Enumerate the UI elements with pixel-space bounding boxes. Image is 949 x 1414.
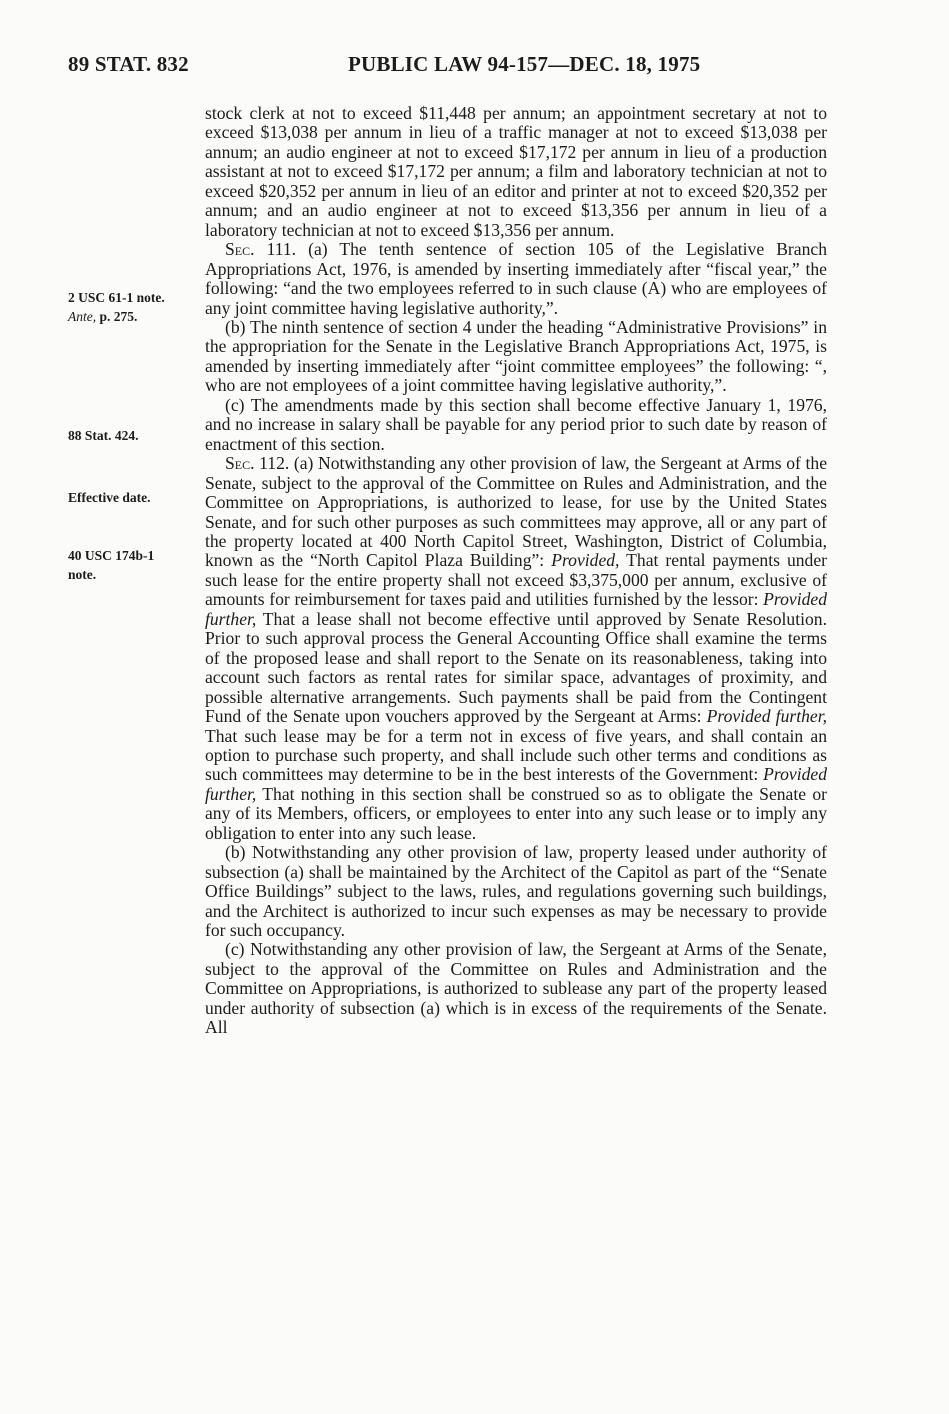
margin-note-88-stat bbox=[68, 426, 198, 445]
margin-note-effective-date bbox=[68, 488, 198, 507]
body-text bbox=[205, 104, 827, 1038]
margin-note-line: 40 USC 174b-1 bbox=[68, 548, 155, 563]
paragraph-text: 112. (a) Notwithstanding any other provision of law, the Sergeant at Arms of the Senate, subject to the approval of the Committee on Rules and Administration, and the Committee on Appropriations, is authorized to lease, for use by the United States Senate, and for such other purposes as such committees may approve, all or any part of the property located at 400 North Capitol Street, Washington, District of Columbia, known as the “North Capitol Plaza Building”: bbox=[205, 453, 827, 571]
section-label: Sec. bbox=[225, 239, 255, 260]
margin-note-line bbox=[68, 307, 198, 326]
page-running-title: PUBLIC LAW 94-157—DEC. 18, 1975 bbox=[348, 52, 701, 76]
margin-note-ante: Ante, bbox=[68, 309, 97, 324]
section-label: Sec. bbox=[225, 453, 255, 474]
paragraph-continuation: stock clerk at not to exceed $11,448 per annum; an appointment secretary at not to exceed $13,038 per annum in lieu of a traffic manager at not to exceed $13,038 per annum; an audio engineer at not to exceed $17,172 per annum in lieu of a production assistant at not to exceed $17,172 per annum; a film and laboratory technician at not to exceed $20,352 per annum in lieu of an editor and printer at not to exceed $20,352 per annum; and an audio engineer at not to exceed $13,356 per annum in lieu of a laboratory technician at not to exceed $13,356 per annum. bbox=[205, 103, 827, 240]
margin-note-line: note. bbox=[68, 567, 97, 582]
margin-note-line: Effective date. bbox=[68, 490, 151, 505]
paragraph-text: That rental payments under such lease for the entire property shall not exceed $3,375,000 per annum, exclusive of amounts for reimbursement for taxes paid and utilities furnished by the lessor: bbox=[205, 550, 827, 610]
paragraph-text: That such lease may be for a term not in excess of five years, and shall contain an option to purchase such property, and shall include such other terms and conditions as such committees may determine to be in the best interests of the Government: bbox=[205, 725, 827, 785]
margin-note-page-ref: p. 275. bbox=[96, 309, 138, 324]
margin-note-usc-174b-1 bbox=[68, 546, 198, 584]
paragraph-text: That nothing in this section shall be construed so as to obligate the Senate or any of its Members, officers, or employees to enter into any such lease or to imply any obligation to enter into any such lease. bbox=[205, 783, 827, 843]
paragraph-sec-112-c: (c) Notwithstanding any other provision of law, the Sergeant at Arms of the Senate, subject to the approval of the Committee on Rules and Administration and the Committee on Appropriations, is authorized to sublease any part of the property leased under authority of subsection (a) which is in excess of the requirements of the Senate. All bbox=[205, 939, 827, 1038]
page-stat-number: 89 STAT. 832 bbox=[68, 52, 189, 76]
paragraph-text: 111. (a) The tenth sentence of section 105 of the Legislative Branch Appropriations Act, 1976, is amended by inserting immediately after “fiscal year,” the following: “and the two employees referred to in such clause (A) who are employees of any joint committee having legislative authority,”. bbox=[205, 239, 827, 318]
margin-note-line: 2 USC 61-1 note. bbox=[68, 290, 165, 305]
margin-note-usc-61-1 bbox=[68, 288, 198, 326]
proviso-italic: Provided further, bbox=[205, 589, 827, 629]
paragraph-sec-111-a bbox=[205, 240, 827, 318]
paragraph-sec-111-c: (c) The amendments made by this section shall become effective January 1, 1976, and no increase in salary shall be payable for any period prior to such date by reason of enactment of this section. bbox=[205, 394, 827, 454]
paragraph-text: That a lease shall not become effective until approved by Senate Resolution. Prior to such approval process the General Accounting Office shall examine the terms of the proposed lease and shall report to the Senate on its reasonableness, taking into account such factors as rental rates for similar space, advantages of proximity, and possible alternative arrangements. Such payments shall be paid from the Contingent Fund of the Senate upon vouchers approved by the Sergeant at Arms: bbox=[205, 608, 827, 727]
margin-note-line: 88 Stat. 424. bbox=[68, 428, 139, 443]
paragraph-sec-111-b: (b) The ninth sentence of section 4 under the heading “Administrative Provisions” in the appropriation for the Senate in the Legislative Branch Appropriations Act, 1975, is amended by inserting immediately after “joint committee employees” the following: “, who are not employees of a joint committee having legislative authority,”. bbox=[205, 316, 827, 396]
proviso-italic: Provided further, bbox=[205, 764, 827, 804]
proviso-italic: Provided, bbox=[551, 550, 620, 571]
paragraph-sec-112-b: (b) Notwithstanding any other provision of law, property leased under authority of subsection (a) shall be maintained by the Architect of the Capitol as part of the “Senate Office Buildings” subject to the laws, rules, and regulations governing such buildings, and the Architect is authorized to incur such expenses as may be necessary to provide for such occupancy. bbox=[205, 842, 827, 941]
paragraph-sec-112-a bbox=[205, 454, 827, 843]
proviso-italic: Provided further, bbox=[706, 706, 827, 727]
